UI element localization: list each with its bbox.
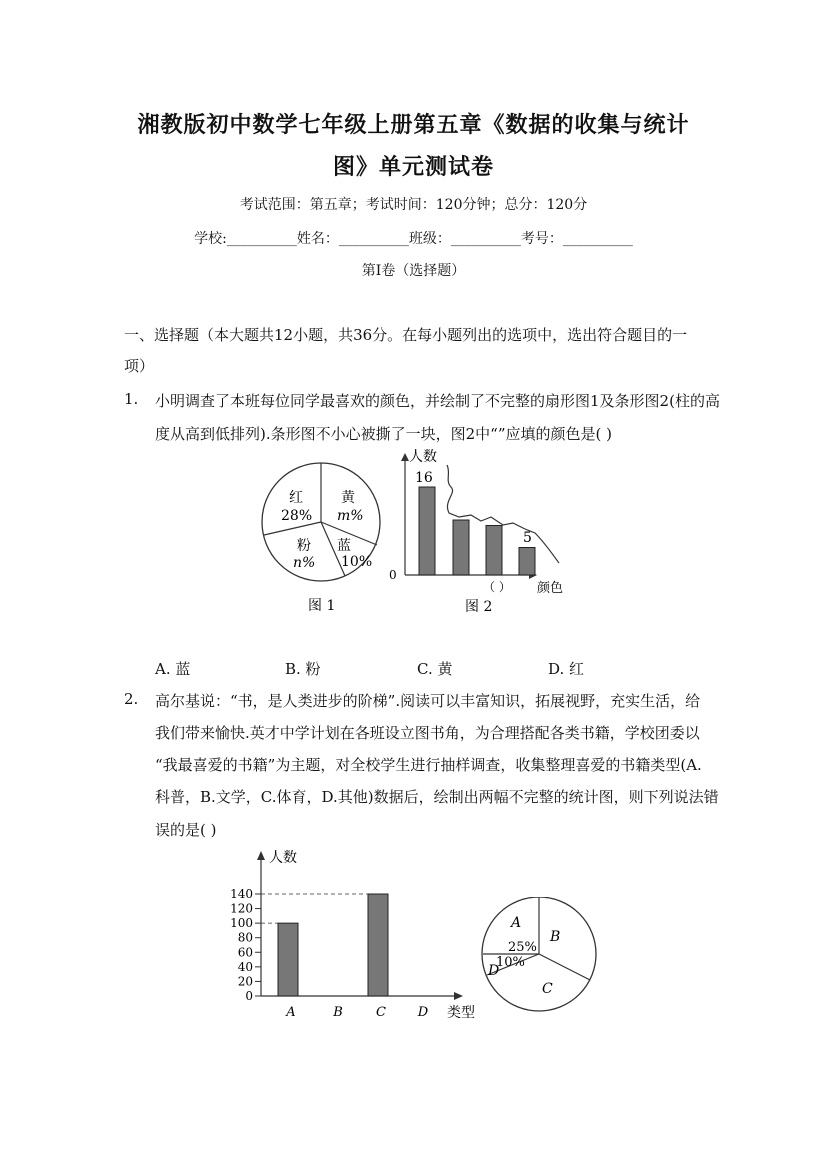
y-tick-label: 60: [237, 945, 253, 960]
pie-pct-A: 25%: [508, 940, 537, 955]
q1-bar-4: [519, 548, 535, 576]
bar-value-16: 16: [415, 470, 433, 486]
y-tick-label: 80: [237, 930, 253, 945]
pie-label-red: 红: [289, 490, 303, 506]
y-tick-label: 100: [230, 916, 253, 931]
y-tick-label: 140: [230, 887, 253, 901]
q1-pie-chart: [255, 450, 395, 620]
y-axis-label: 人数: [269, 850, 297, 866]
y-axis-arrow: [257, 851, 265, 860]
volume-heading: 第I卷（选择题）: [361, 263, 466, 279]
q1-option-d[interactable]: D. 红: [548, 660, 585, 678]
page-title-line2: 图》单元测试卷: [332, 155, 494, 180]
x-axis-label: 类型: [447, 1005, 475, 1021]
q1-option-b[interactable]: B. 粉: [285, 660, 321, 678]
pie-label-yellow-pct: m%: [337, 508, 364, 524]
q2-line2: 我们带来愉快.英才中学计划在各班设立图书角，为合理搭配各类书籍，学校团委以: [155, 724, 700, 742]
blank-label: （ ）: [483, 580, 511, 594]
x-category-A: A: [286, 1005, 296, 1020]
y-axis-label: 人数: [409, 449, 437, 465]
q1-bar-1: [419, 487, 435, 575]
q2-pie-chart: [478, 897, 598, 1015]
q1-line1: 小明调查了本班每位同学最喜欢的颜色，并绘制了不完整的扇形图1及条形图2(柱的高: [155, 392, 720, 410]
q1-line2: 度从高到低排列).条形图不小心被撕了一块，图2中“”应填的颜色是( ): [155, 425, 612, 443]
q2-line3: “我最喜爱的书籍”为主题，对全校学生进行抽样调查，收集整理喜爱的书籍类型(A.: [155, 756, 702, 774]
bar-value-5: 5: [523, 530, 532, 546]
pie-label-C: C: [542, 981, 553, 997]
pie-divider-right: [539, 954, 590, 980]
q2-number: 2.: [124, 690, 139, 708]
exam-info: 考试范围：第五章；考试时间：120分钟；总分：120分: [239, 197, 588, 213]
pie-label-red-pct: 28%: [281, 508, 313, 524]
q2-line5: 误的是( ): [155, 821, 217, 839]
q2-line1: 高尔基说：“书，是人类进步的阶梯”.阅读可以丰富知识，拓展视野，充实生活，给: [155, 692, 701, 710]
pie-label-yellow: 黄: [341, 490, 355, 506]
x-category-C: C: [376, 1005, 386, 1020]
q1-option-a[interactable]: A. 蓝: [155, 660, 191, 678]
student-info: 学校:__________姓名：__________班级：__________考号：__________: [194, 231, 633, 247]
q1-option-c[interactable]: C. 黄: [417, 660, 453, 678]
q2-bar-A: [278, 923, 298, 996]
x-axis-arrow: [454, 992, 463, 1000]
pie-caption: 图 1: [308, 598, 336, 614]
q1-bar-chart: [385, 445, 575, 620]
y-tick-label: 20: [237, 974, 253, 989]
y-tick-label: 40: [237, 959, 253, 974]
q1-bar-2: [453, 520, 469, 575]
pie-label-B: B: [550, 929, 561, 945]
page-title-line1: 湘教版初中数学七年级上册第五章《数据的收集与统计: [137, 113, 690, 138]
q1-bar-3: [486, 526, 502, 576]
bar-caption: 图 2: [465, 599, 493, 615]
section-line1: 一、选择题（本大题共12小题，共36分。在每小题列出的选项中，选出符合题目的一: [124, 326, 688, 344]
section-line2: 项）: [124, 357, 155, 375]
q2-bar-C: [368, 894, 388, 996]
pie-label-blue: 蓝: [337, 538, 351, 554]
pie-label-A: A: [511, 915, 522, 931]
y-tick-label: 120: [230, 901, 253, 916]
zero-label: 0: [389, 568, 397, 582]
q2-line4: 科普，B.文学，C.体育，D.其他)数据后，绘制出两幅不完整的统计图，则下列说法错: [155, 788, 719, 806]
y-axis-arrow: [401, 453, 409, 461]
y-tick-label: 0: [245, 989, 253, 1003]
x-category-B: B: [333, 1005, 343, 1020]
pie-label-D: D: [488, 963, 500, 979]
x-category-D: D: [417, 1005, 429, 1020]
pie-label-blue-pct: 10%: [341, 554, 373, 570]
x-axis-label: 颜色: [537, 581, 564, 596]
pie-pct-D: 10%: [496, 955, 525, 970]
q2-bar-chart: [225, 845, 485, 1030]
q1-number: 1.: [124, 390, 139, 408]
pie-label-pink-pct: n%: [293, 555, 316, 571]
pie-label-pink: 粉: [297, 538, 311, 554]
